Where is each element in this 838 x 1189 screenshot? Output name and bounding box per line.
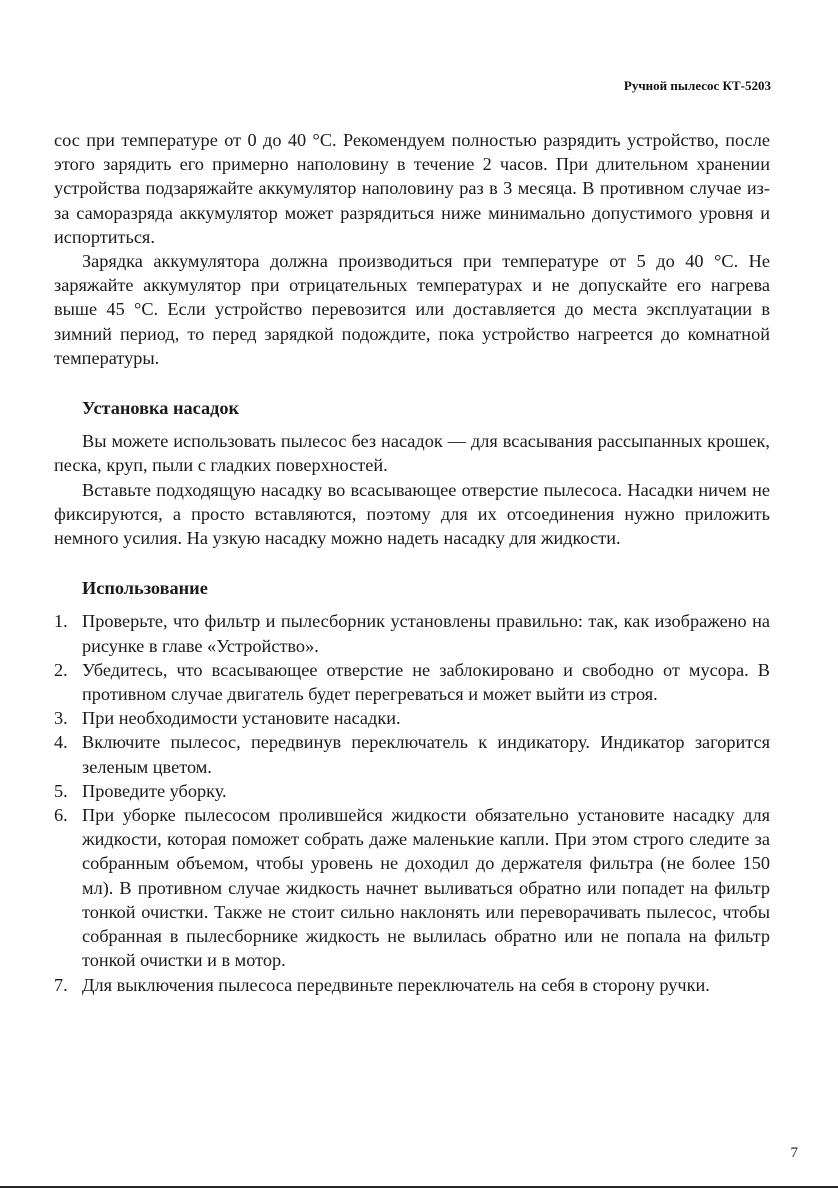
step-text: Проверьте, что фильтр и пылесборник установлены правильно: так, как изображено на рисунке в главе «Устройство». [82, 611, 770, 656]
step-number: 5. [54, 780, 68, 801]
step-text: Проведите уборку. [82, 780, 227, 801]
usage-step [54, 803, 770, 972]
step-text: При необходимости установите насадки. [82, 708, 401, 729]
step-text: Для выключения пылесоса передвиньте переключатель на себя в сторону ручки. [82, 974, 710, 995]
usage-step [54, 779, 770, 803]
usage-step [54, 706, 770, 730]
usage-steps-list [54, 609, 770, 996]
step-number: 1. [54, 611, 68, 632]
step-number: 4. [54, 732, 68, 753]
heading-nozzles: Установка насадок [82, 398, 240, 419]
usage-step [54, 730, 770, 778]
step-text: При уборке пылесосом пролившейся жидкости обязательно установите насадку для жидкости, которая поможет собрать даже маленькие капли. При этом строго следите за собранным объемом, чтобы уровень не доходил до держателя фильтра (не более 150 мл). В противном случае жидкость начнет выливаться обратно или попадет на фильтр тонкой очистки. Также не стоит сильно наклонять или переворачивать пылесос, чтобы собранная в пылесборнике жидкость не вылилась обратно или не попала на фильтр тонкой очистки и в мотор. [82, 805, 770, 971]
usage-step [54, 658, 770, 706]
bottom-divider [0, 1186, 838, 1188]
paragraph-nozzles-2: Вставьте подходящую насадку во всасывающее отверстие пылесоса. Насадки ничем не фиксируются, а просто вставляются, поэтому для их отсоединения нужно приложить немного усилия. На узкую насадку можно надеть насадку для жидкости. [54, 479, 770, 549]
usage-step [54, 609, 770, 657]
paragraph-nozzles-1: Вы можете использовать пылесос без насадок — для всасывания рассыпанных крошек, песка, круп, пыли с гладких поверхностей. [54, 431, 770, 476]
step-text: Включите пылесос, передвинув переключатель к индикатору. Индикатор загорится зеленым цветом. [82, 732, 770, 777]
running-header: Ручной пылесос КТ-5203 [623, 78, 771, 93]
paragraph-storage: сос при температуре от 0 до 40 °C. Рекомендуем полностью разрядить устройство, после этого зарядить его примерно наполовину в течение 2 часов. При длительном хранении устройства подзаряжайте аккумулятор наполовину раз в 3 месяца. В противном случае из-за саморазряда аккумулятор может разрядиться ниже минимально допустимого уровня и испортиться. [54, 130, 770, 247]
usage-step [54, 973, 770, 997]
paragraph-charging: Зарядка аккумулятора должна производиться при температуре от 5 до 40 °C. Не заряжайте аккумулятор при отрицательных температурах и не допускайте его нагрева выше 45 °C. Если устройство перевозится или доставляется до места эксплуатации в зимний период, то перед зарядкой подождите, пока устройство нагреется до комнатной температуры. [54, 251, 770, 368]
step-number: 2. [54, 659, 68, 680]
heading-usage: Использование [82, 578, 208, 599]
step-number: 7. [54, 974, 68, 995]
step-text: Убедитесь, что всасывающее отверстие не заблокировано и свободно от мусора. В противном случае двигатель будет перегреваться и может выйти из строя. [82, 659, 770, 705]
step-number: 3. [54, 708, 68, 729]
page-content [54, 128, 770, 997]
page-number: 7 [790, 1145, 798, 1161]
step-number: 6. [54, 805, 68, 826]
